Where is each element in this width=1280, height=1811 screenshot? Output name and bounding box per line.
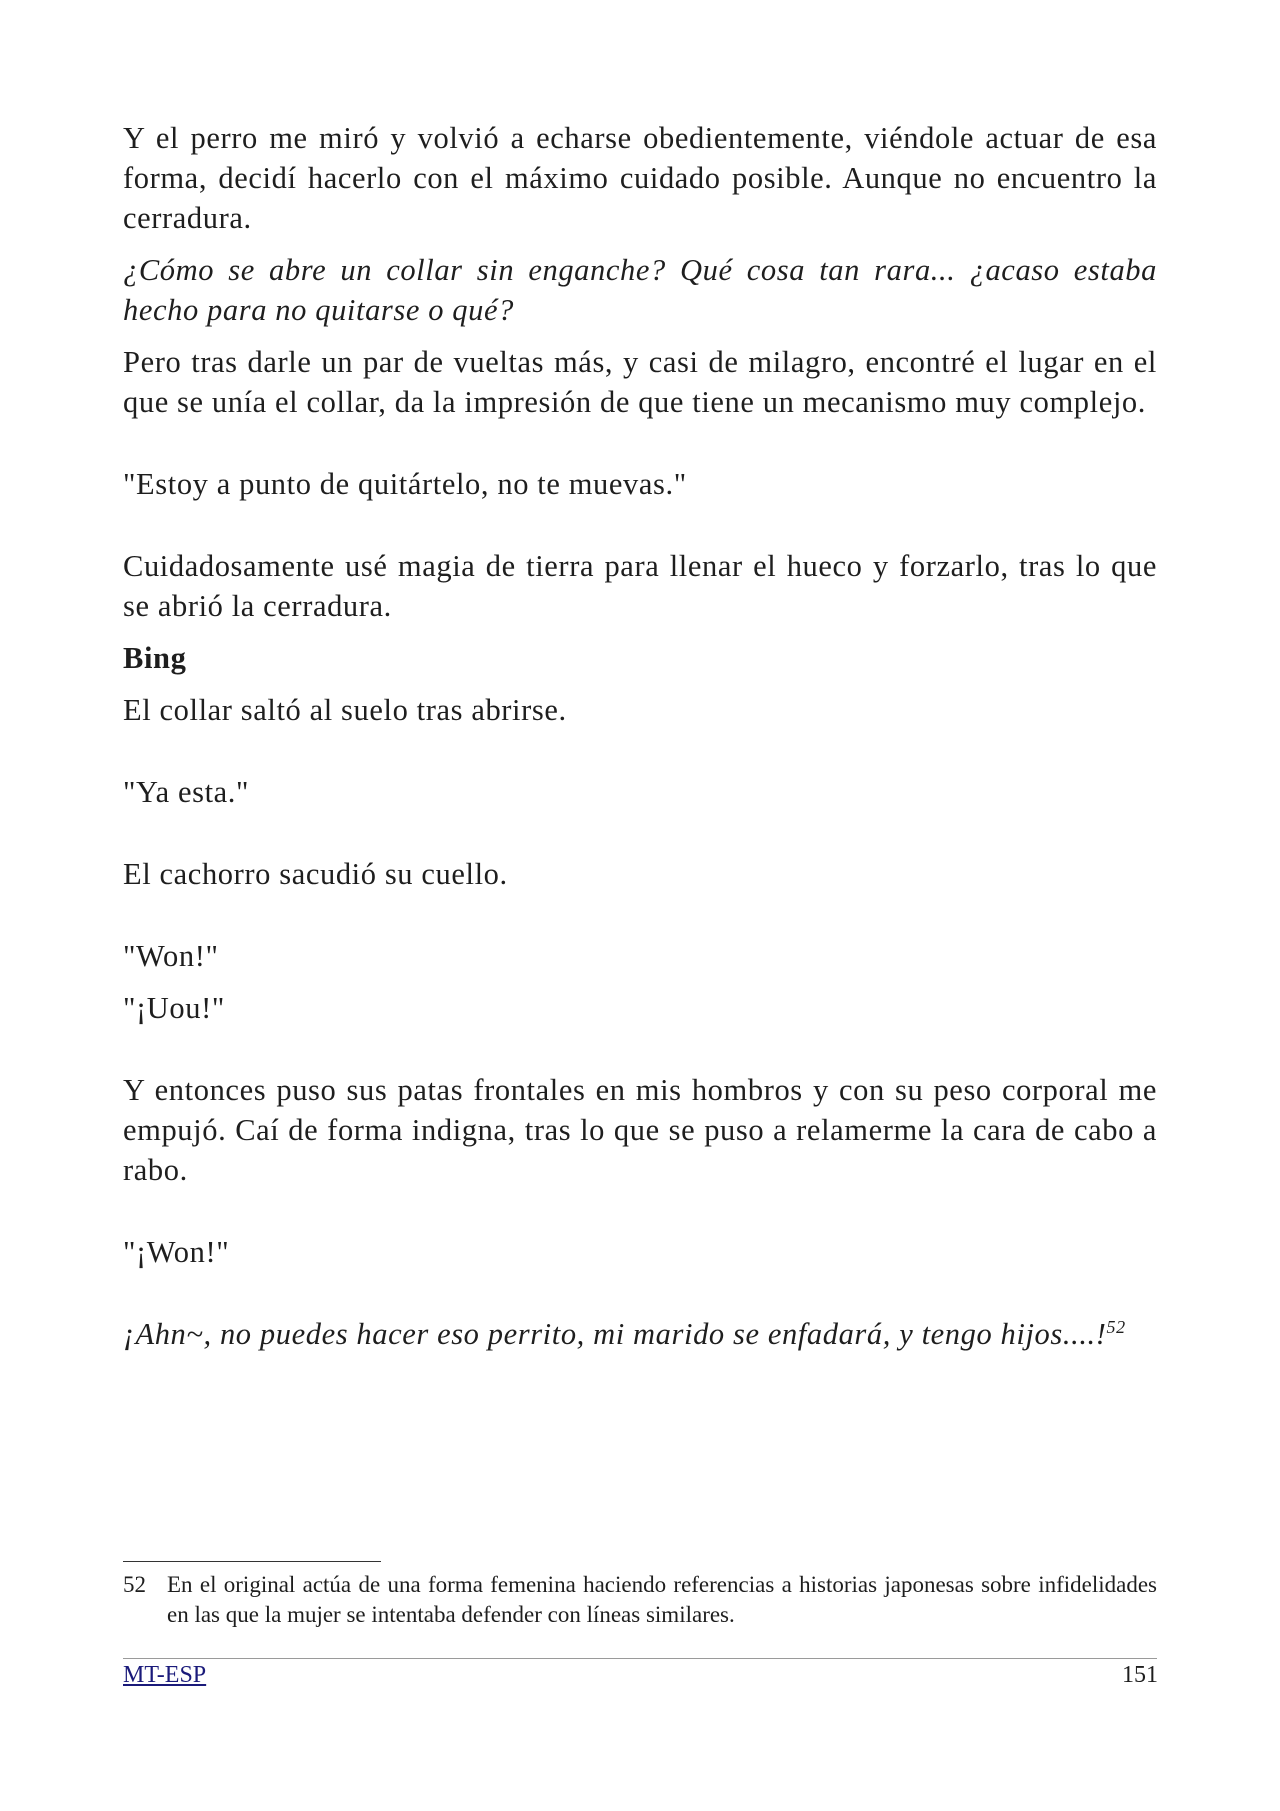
footnote-separator — [123, 1561, 381, 1562]
dialogue-1: "Estoy a punto de quitártelo, no te muevas." — [123, 467, 687, 501]
paragraph-8-italic — [123, 1314, 1157, 1354]
page-number: 151 — [1122, 1662, 1158, 1688]
footnote — [123, 1570, 1157, 1630]
dialogue-4: "¡Uou!" — [123, 991, 225, 1025]
paragraph-8-text: ¡Ahn~, no puedes hacer eso perrito, mi marido se enfadará, y tengo hijos....! — [123, 1317, 1107, 1351]
footnote-text: En el original actúa de una forma femenina haciendo referencias a historias japonesas sobre infidelidades en las que la mujer se intentaba defender con líneas similares. — [167, 1572, 1157, 1627]
paragraph-3: Pero tras darle un par de vueltas más, y casi de milagro, encontré el lugar en el que se unía el collar, da la impresión de que tiene un mecanismo muy complejo. — [123, 345, 1157, 419]
dialogue-5: "¡Won!" — [123, 1235, 230, 1269]
footnote-number: 52 — [123, 1572, 146, 1597]
sound-effect: Bing — [123, 641, 187, 675]
body-text — [123, 118, 1157, 1354]
paragraph-7: Y entonces puso sus patas frontales en mis hombros y con su peso corporal me empujó. Caí de forma indigna, tras lo que se puso a relamerme la cara de cabo a rabo. — [123, 1073, 1157, 1187]
paragraph-6: El cachorro sacudió su cuello. — [123, 857, 508, 891]
paragraph-4: Cuidadosamente usé magia de tierra para llenar el hueco y forzarlo, tras lo que se abrió la cerradura. — [123, 549, 1157, 623]
footer-separator — [123, 1658, 1157, 1659]
paragraph-1: Y el perro me miró y volvió a echarse obedientemente, viéndole actuar de esa forma, decidí hacerlo con el máximo cuidado posible. Aunque no encuentro la cerradura. — [123, 121, 1157, 235]
paragraph-2-italic: ¿Cómo se abre un collar sin enganche? Qué cosa tan rara... ¿acaso estaba hecho para no quitarse o qué? — [123, 253, 1157, 327]
dialogue-2: "Ya esta." — [123, 775, 250, 809]
paragraph-5: El collar saltó al suelo tras abrirse. — [123, 693, 567, 727]
dialogue-3: "Won!" — [123, 939, 219, 973]
footnote-reference[interactable]: 52 — [1106, 1316, 1126, 1337]
footer-link[interactable]: MT-ESP — [123, 1662, 207, 1688]
